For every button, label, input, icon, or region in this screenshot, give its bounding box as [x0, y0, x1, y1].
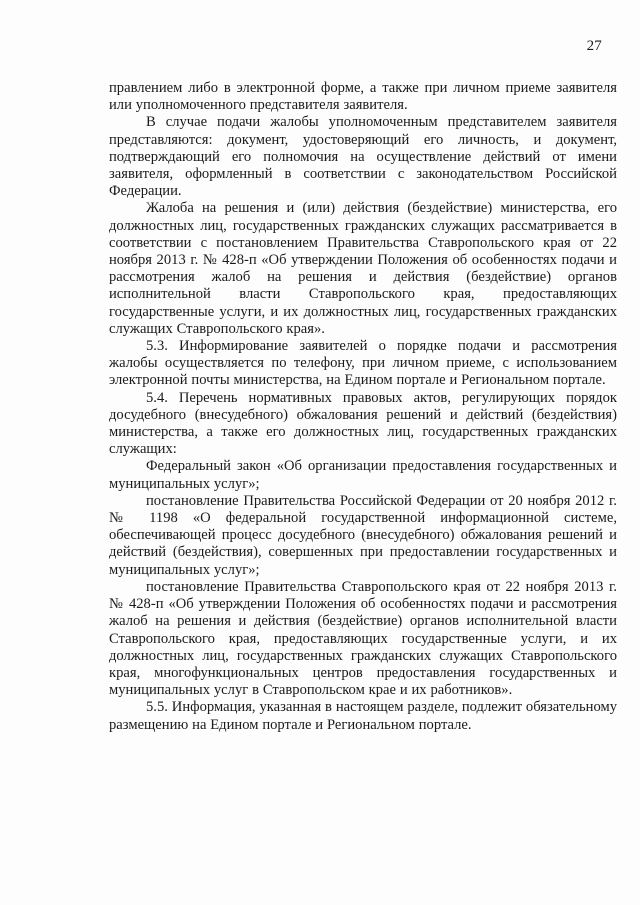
page-number: 27: [586, 38, 602, 54]
paragraph-continuation: правлением либо в электронной форме, а также при личном приеме заявителя или уполномоченного представителя заявителя.: [109, 80, 617, 114]
list-item-stavropol-resolution: постановление Правительства Ставропольского края от 22 ноября 2013 г. № 428-п «Об утверждении Положения об особенностях подачи и рассмотрения жалоб на решения и действия (бездействие) органов исполнительной власти Ставропольского края, предоставляющих государственные услуги, и их должностных лиц, государственных гражданских служащих Ставропольского края, многофункциональных центров предоставления государственных и муниципальных услуг в Ставропольском крае и их работников».: [109, 578, 617, 699]
paragraph-5-4: 5.4. Перечень нормативных правовых актов, регулирующих порядок досудебного (внесудебного) обжалования решений и действий (бездействия) министерства, а также его должностных лиц, государственных гражданских служащих:: [109, 389, 617, 458]
list-item-rf-resolution: постановление Правительства Российской Федерации от 20 ноября 2012 г. № 1198 «О федеральной государственной информационной системе, обеспечивающей процесс досудебного (внесудебного) обжалования решений и действий (бездействия), совершенных при предоставлении государственных и муниципальных услуг»;: [109, 492, 617, 578]
list-item-federal-law: Федеральный закон «Об организации предоставления государственных и муниципальных услуг»;: [109, 458, 617, 492]
paragraph-5-3: 5.3. Информирование заявителей о порядке подачи и рассмотрения жалобы осуществляется по телефону, при личном приеме, с использованием электронной почты министерства, на Едином портале и Региональном портале.: [109, 338, 617, 389]
paragraph-complaint-review: Жалоба на решения и (или) действия (бездействие) министерства, его должностных лиц, государственных гражданских служащих рассматривается в соответствии с постановлением Правительства Ставропольского края от 22 ноября 2013 г. № 428-п «Об утверждении Положения об особенностях подачи и рассмотрения жалоб на решения и действия (бездействие) органов исполнительной власти Ставропольского края, предоставляющих государственные услуги, и их должностных лиц, государственных гражданских служащих Ставропольского края».: [109, 200, 617, 337]
paragraph-representative: В случае подачи жалобы уполномоченным представителем заявителя представляются: документ, удостоверяющий его личность, и документ, подтверждающий его полномочия на осуществление действий от имени заявителя, оформленный в соответствии с законодательством Российской Федерации.: [109, 114, 617, 200]
paragraph-5-5: 5.5. Информация, указанная в настоящем разделе, подлежит обязательному размещению на Едином портале и Региональном портале.: [109, 699, 617, 733]
document-body: [109, 80, 617, 734]
